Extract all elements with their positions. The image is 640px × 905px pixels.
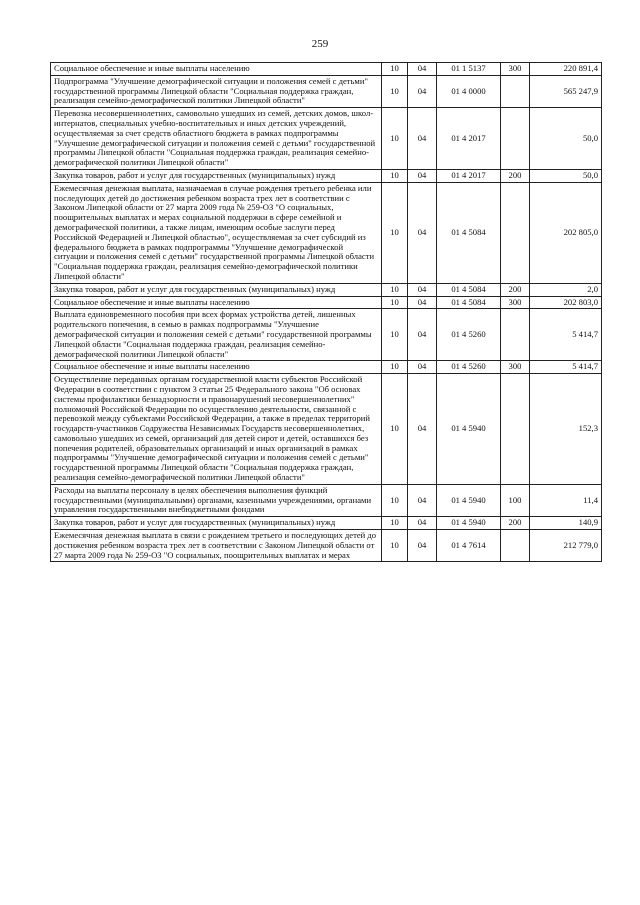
expense-name-cell: Расходы на выплаты персоналу в целях обеспечения выполнения функций государственными (муниципальными) органами, казенными учреждениями, органами управления государственными внебюджетными фондами (51, 484, 382, 516)
subsection-code-cell: 04 (408, 63, 437, 76)
target-article-cell: 01 4 2017 (437, 108, 501, 170)
expense-type-cell (501, 182, 530, 283)
target-article-cell: 01 4 5940 (437, 484, 501, 516)
section-code-cell: 10 (382, 530, 408, 562)
amount-cell: 11,4 (530, 484, 602, 516)
target-article-cell: 01 4 5260 (437, 309, 501, 361)
section-code-cell: 10 (382, 75, 408, 107)
table-row (51, 517, 602, 530)
expense-type-cell: 300 (501, 296, 530, 309)
expense-name-cell: Закупка товаров, работ и услуг для государственных (муниципальных) нужд (51, 169, 382, 182)
subsection-code-cell: 04 (408, 517, 437, 530)
table-row (51, 361, 602, 374)
budget-table (50, 62, 602, 562)
subsection-code-cell: 04 (408, 374, 437, 485)
table-row (51, 374, 602, 485)
expense-type-cell: 200 (501, 517, 530, 530)
page-number: 259 (311, 38, 329, 50)
section-code-cell: 10 (382, 63, 408, 76)
amount-cell: 5 414,7 (530, 309, 602, 361)
section-code-cell: 10 (382, 361, 408, 374)
table-row (51, 75, 602, 107)
expense-type-cell: 300 (501, 361, 530, 374)
amount-cell: 50,0 (530, 108, 602, 170)
expense-type-cell (501, 309, 530, 361)
expense-name-cell: Перевозка несовершеннолетних, самовольно ушедших из семей, детских домов, школ-интернатов, специальных учебно-воспитательных и иных детских учреждений, осуществляемая за счет средств областного бюджета в рамках подпрограммы "Улучшение демографической ситуации и положения семей с детьми" государственной программы Липецкой области "Социальная поддержка граждан, реализация семейно-демографической политики Липецкой области" (51, 108, 382, 170)
section-code-cell: 10 (382, 182, 408, 283)
subsection-code-cell: 04 (408, 108, 437, 170)
subsection-code-cell: 04 (408, 75, 437, 107)
target-article-cell: 01 4 7614 (437, 530, 501, 562)
table-row (51, 108, 602, 170)
expense-name-cell: Выплата единовременного пособия при всех формах устройства детей, лишенных родительского попечения, в семью в рамках подпрограммы "Улучшение демографической ситуации и положения семей с детьми" государственной программы Липецкой области "Социальная поддержка граждан, реализация семейно-демографической политики Липецкой области" (51, 309, 382, 361)
amount-cell: 2,0 (530, 283, 602, 296)
budget-table-body (51, 63, 602, 562)
expense-name-cell: Закупка товаров, работ и услуг для государственных (муниципальных) нужд (51, 283, 382, 296)
table-row (51, 63, 602, 76)
table-row (51, 283, 602, 296)
section-code-cell: 10 (382, 283, 408, 296)
expense-name-cell: Социальное обеспечение и иные выплаты населению (51, 361, 382, 374)
table-row (51, 296, 602, 309)
expense-type-cell: 200 (501, 169, 530, 182)
target-article-cell: 01 4 5940 (437, 517, 501, 530)
expense-name-cell: Социальное обеспечение и иные выплаты населению (51, 63, 382, 76)
subsection-code-cell: 04 (408, 169, 437, 182)
expense-name-cell: Ежемесячная денежная выплата в связи с рождением третьего и последующих детей до достижения ребенком возраста трех лет в соответствии с Законом Липецкой области от 27 марта 2009 года № 259-ОЗ "О социальных, поощрительных выплатах и мерах (51, 530, 382, 562)
amount-cell: 212 779,0 (530, 530, 602, 562)
section-code-cell: 10 (382, 484, 408, 516)
section-code-cell: 10 (382, 374, 408, 485)
target-article-cell: 01 4 2017 (437, 169, 501, 182)
expense-type-cell: 100 (501, 484, 530, 516)
expense-type-cell: 300 (501, 63, 530, 76)
target-article-cell: 01 4 5084 (437, 296, 501, 309)
expense-type-cell (501, 108, 530, 170)
amount-cell: 565 247,9 (530, 75, 602, 107)
amount-cell: 140,9 (530, 517, 602, 530)
subsection-code-cell: 04 (408, 296, 437, 309)
table-row (51, 530, 602, 562)
table-row (51, 484, 602, 516)
target-article-cell: 01 4 5084 (437, 182, 501, 283)
expense-name-cell: Осуществление переданных органам государственной власти субъектов Российской Федерации в соответствии с пунктом 3 статьи 25 Федерального закона "Об основах системы профилактики безнадзорности и правонарушений несовершеннолетних" полномочий Российской Федерации по осуществлению деятельности, связанной с перевозкой между субъектами Российской Федерации, а также в пределах территорий государств-участников Содружества Независимых Государств несовершеннолетних, самовольно ушедших из семей, организаций для детей сирот и детей, оставшихся без попечения родителей, образовательных организаций и иных организаций в рамках подпрограммы "Улучшение демографической ситуации и положения семей с детьми" государственной программы Липецкой области "Социальная поддержка граждан, реализация семейно-демографической политики Липецкой области" (51, 374, 382, 485)
target-article-cell: 01 4 5260 (437, 361, 501, 374)
expense-type-cell: 200 (501, 283, 530, 296)
subsection-code-cell: 04 (408, 484, 437, 516)
target-article-cell: 01 4 5084 (437, 283, 501, 296)
amount-cell: 5 414,7 (530, 361, 602, 374)
expense-name-cell: Ежемесячная денежная выплата, назначаемая в случае рождения третьего ребенка или последующих детей до достижения ребенком возраста трех лет в соответствии с Законом Липецкой области от 27 марта 2009 года № 259-ОЗ "О социальных, поощрительных выплатах и мерах социальной поддержки в сфере семейной и демографической политики, а также лицам, имеющим особые заслуги перед Российской Федерацией и Липецкой областью", осуществляемая за счет субсидий из федерального бюджета в рамках подпрограммы "Улучшение демографической ситуации и положения семей с детьми" государственной программы Липецкой области "Социальная поддержка граждан, реализация семейно-демографической политики Липецкой области" (51, 182, 382, 283)
expense-type-cell (501, 530, 530, 562)
amount-cell: 202 805,0 (530, 182, 602, 283)
amount-cell: 202 803,0 (530, 296, 602, 309)
expense-name-cell: Социальное обеспечение и иные выплаты населению (51, 296, 382, 309)
subsection-code-cell: 04 (408, 283, 437, 296)
table-row (51, 309, 602, 361)
section-code-cell: 10 (382, 108, 408, 170)
section-code-cell: 10 (382, 309, 408, 361)
section-code-cell: 10 (382, 169, 408, 182)
subsection-code-cell: 04 (408, 309, 437, 361)
expense-name-cell: Закупка товаров, работ и услуг для государственных (муниципальных) нужд (51, 517, 382, 530)
subsection-code-cell: 04 (408, 182, 437, 283)
amount-cell: 50,0 (530, 169, 602, 182)
table-row (51, 182, 602, 283)
expense-type-cell (501, 75, 530, 107)
subsection-code-cell: 04 (408, 361, 437, 374)
expense-type-cell (501, 374, 530, 485)
target-article-cell: 01 4 0000 (437, 75, 501, 107)
section-code-cell: 10 (382, 517, 408, 530)
subsection-code-cell: 04 (408, 530, 437, 562)
amount-cell: 220 891,4 (530, 63, 602, 76)
table-row (51, 169, 602, 182)
section-code-cell: 10 (382, 296, 408, 309)
target-article-cell: 01 4 5940 (437, 374, 501, 485)
amount-cell: 152,3 (530, 374, 602, 485)
target-article-cell: 01 1 5137 (437, 63, 501, 76)
expense-name-cell: Подпрограмма "Улучшение демографической ситуации и положения семей с детьми" государственной программы Липецкой области "Социальная поддержка граждан, реализация семейно-демографической политики Липецкой области" (51, 75, 382, 107)
